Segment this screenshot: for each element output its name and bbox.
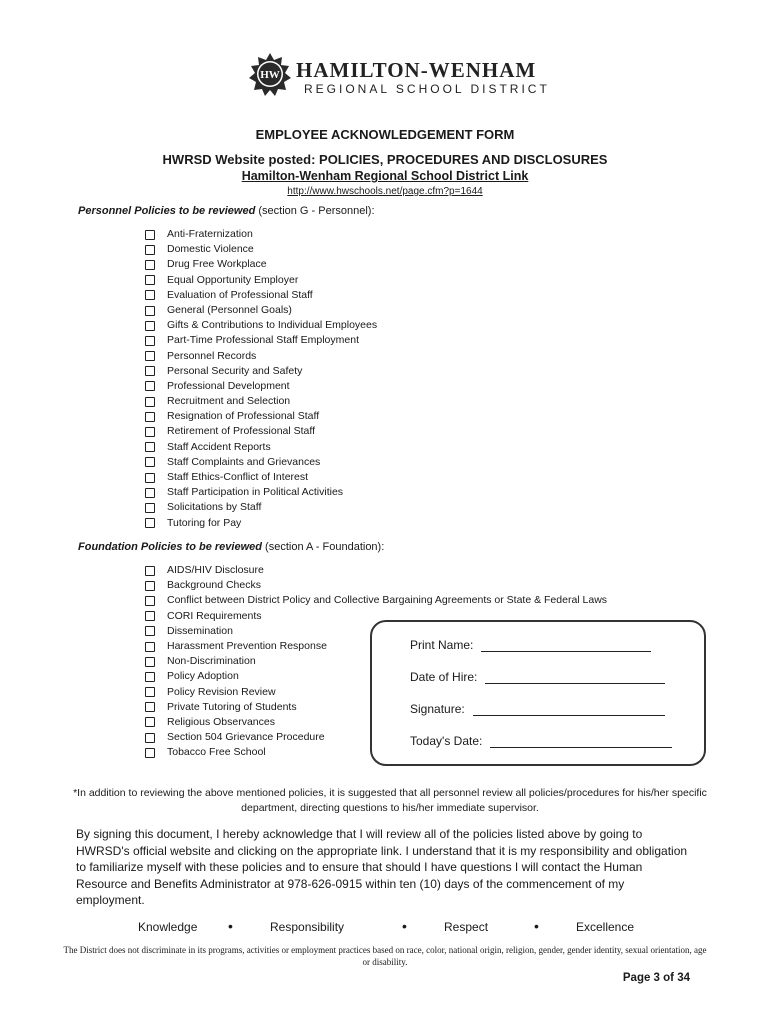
checkbox-icon[interactable] xyxy=(145,351,155,361)
checkbox-icon[interactable] xyxy=(145,381,155,391)
policy-item xyxy=(145,257,377,272)
policy-item-label: AIDS/HIV Disclosure xyxy=(167,564,264,576)
personnel-policy-list xyxy=(145,227,377,531)
checkbox-icon[interactable] xyxy=(145,596,155,606)
policy-item-label: Personnel Records xyxy=(167,349,257,362)
form-title: EMPLOYEE ACKNOWLEDGEMENT FORM xyxy=(255,127,515,142)
policy-item-label: Tutoring for Pay xyxy=(167,516,242,529)
policy-item-label: Anti-Fraternization xyxy=(167,228,253,240)
policy-item xyxy=(145,470,377,485)
policy-url-link[interactable]: http://www.hwschools.net/page.cfm?p=1644 xyxy=(287,186,483,197)
value-separator: • xyxy=(402,918,407,934)
policy-item-label: Recruitment and Selection xyxy=(167,395,291,408)
checkbox-icon[interactable] xyxy=(145,702,155,712)
checkbox-icon[interactable] xyxy=(145,427,155,437)
todays-date-field[interactable] xyxy=(490,735,672,748)
policy-item xyxy=(145,516,377,531)
checkbox-icon[interactable] xyxy=(145,626,155,636)
policy-item xyxy=(145,563,607,578)
checkbox-icon[interactable] xyxy=(145,290,155,300)
checkbox-icon[interactable] xyxy=(145,412,155,422)
value-responsibility: Responsibility xyxy=(270,920,345,934)
policy-item-label: Personal Security and Safety xyxy=(167,364,303,377)
checkbox-icon[interactable] xyxy=(145,245,155,255)
todays-date-label: Today's Date: xyxy=(410,734,483,748)
policy-item xyxy=(145,318,377,333)
acknowledgement-statement: By signing this document, I hereby acknowledge that I will review all of the policies listed above by going to HWRSD's official website and clicking on the appropriate link. I understand that it is my responsibility and obligation to familiarize myself with these policies and to ensure that should I have questions I will contact the Human Resource and Benefits Administrator at 978-626-0915 within ten (10) days of the commencement of my employment. xyxy=(76,827,688,907)
signature-box xyxy=(370,620,706,766)
checkbox-icon[interactable] xyxy=(145,687,155,697)
policy-item-label: Drug Free Workplace xyxy=(167,258,267,271)
checkbox-icon[interactable] xyxy=(145,457,155,467)
policy-item xyxy=(145,424,377,439)
policy-item-label: Harassment Prevention Response xyxy=(167,639,327,652)
policy-item xyxy=(145,273,377,288)
value-respect: Respect xyxy=(444,920,489,934)
policy-item xyxy=(145,500,377,515)
policy-item-label: Dissemination xyxy=(167,624,233,637)
checkbox-icon[interactable] xyxy=(145,717,155,727)
checkbox-icon[interactable] xyxy=(145,321,155,331)
policy-item-label: Evaluation of Professional Staff xyxy=(167,288,313,301)
value-knowledge: Knowledge xyxy=(138,920,198,934)
foundation-heading-title: Foundation Policies to be reviewed xyxy=(78,541,262,553)
policy-item xyxy=(145,394,377,409)
policy-item-label: Policy Revision Review xyxy=(167,685,276,698)
district-link[interactable]: Hamilton-Wenham Regional School District Link xyxy=(241,169,529,183)
policy-item xyxy=(145,485,377,500)
policy-item-label: Staff Complaints and Grievances xyxy=(167,455,321,468)
date-of-hire-label: Date of Hire: xyxy=(410,670,478,684)
posted-line: HWRSD Website posted: POLICIES, PROCEDURES AND DISCLOSURES xyxy=(162,152,608,167)
policy-item xyxy=(145,364,377,379)
district-subtitle: REGIONAL SCHOOL DISTRICT xyxy=(304,82,550,96)
policy-item-label: Gifts & Contributions to Individual Employees xyxy=(167,319,378,332)
district-seal-logo xyxy=(248,52,292,96)
checkbox-icon[interactable] xyxy=(145,748,155,758)
checkbox-icon[interactable] xyxy=(145,230,155,240)
policy-item-label: Domestic Violence xyxy=(167,243,254,256)
personnel-heading-section: (section G - Personnel): xyxy=(255,205,375,217)
checkbox-icon[interactable] xyxy=(145,657,155,667)
policy-item-label: Private Tutoring of Students xyxy=(167,700,297,713)
checkbox-icon[interactable] xyxy=(145,336,155,346)
checkbox-icon[interactable] xyxy=(145,733,155,743)
print-name-field[interactable] xyxy=(481,639,651,652)
policy-item-label: Background Checks xyxy=(167,579,261,592)
policy-item xyxy=(145,593,607,608)
policy-item-label: Retirement of Professional Staff xyxy=(167,425,316,438)
date-of-hire-field[interactable] xyxy=(485,671,665,684)
policy-item xyxy=(145,349,377,364)
district-name: HAMILTON-WENHAM xyxy=(296,58,537,82)
policy-item-label: General (Personnel Goals) xyxy=(167,303,292,316)
print-name-label: Print Name: xyxy=(410,638,474,652)
policy-item-label: Solicitations by Staff xyxy=(167,501,262,514)
policy-item-label: Staff Participation in Political Activities xyxy=(167,486,344,499)
todays-date-row xyxy=(410,734,672,748)
policy-item xyxy=(145,440,377,455)
checkbox-icon[interactable] xyxy=(145,306,155,316)
policy-item xyxy=(145,303,377,318)
non-discrimination-disclaimer: The District does not discriminate in its programs, activities or employment practices based on race, color, national origin, religion, gender, gender identity, sexual orientation, age or disability. xyxy=(63,945,707,967)
policy-item xyxy=(145,242,377,257)
checkbox-icon[interactable] xyxy=(145,518,155,528)
checkbox-icon[interactable] xyxy=(145,503,155,513)
checkbox-icon[interactable] xyxy=(145,611,155,621)
signature-field[interactable] xyxy=(473,703,665,716)
policy-item-label: Religious Observances xyxy=(167,715,275,728)
policy-item-label: Non-Discrimination xyxy=(167,655,256,668)
policy-item-label: Conflict between District Policy and Collective Bargaining Agreements or State & Federal Laws xyxy=(167,594,608,607)
print-name-row xyxy=(410,638,651,652)
policy-item-label: Equal Opportunity Employer xyxy=(167,273,299,286)
policy-item xyxy=(145,455,377,470)
policy-item-label: Policy Adoption xyxy=(167,670,239,683)
policy-item xyxy=(145,379,377,394)
foundation-heading xyxy=(78,541,384,553)
checkbox-icon[interactable] xyxy=(145,488,155,498)
checkbox-icon[interactable] xyxy=(145,366,155,376)
checkbox-icon[interactable] xyxy=(145,566,155,576)
checkbox-icon[interactable] xyxy=(145,442,155,452)
date-of-hire-row xyxy=(410,670,665,684)
policy-item-label: Staff Accident Reports xyxy=(167,440,271,453)
value-separator: • xyxy=(228,918,233,934)
policy-item-label: Part-Time Professional Staff Employment xyxy=(167,334,359,347)
value-separator: • xyxy=(534,918,539,934)
policy-item xyxy=(145,288,377,303)
policy-item-label: Staff Ethics-Conflict of Interest xyxy=(167,471,309,483)
signature-row xyxy=(410,702,665,716)
policy-item xyxy=(145,227,377,242)
page-number: Page 3 of 34 xyxy=(622,972,690,984)
signature-label: Signature: xyxy=(410,702,465,716)
checkbox-icon[interactable] xyxy=(145,275,155,285)
checkbox-icon[interactable] xyxy=(145,260,155,270)
checkbox-icon[interactable] xyxy=(145,397,155,407)
checkbox-icon[interactable] xyxy=(145,581,155,591)
policy-item-label: Tobacco Free School xyxy=(167,746,266,759)
policy-item-label: CORI Requirements xyxy=(167,609,262,622)
policy-item-label: Professional Development xyxy=(167,379,290,392)
policy-item xyxy=(145,333,377,348)
value-excellence: Excellence xyxy=(576,920,635,934)
policy-item xyxy=(145,578,607,593)
personnel-heading xyxy=(78,205,375,217)
policy-item xyxy=(145,409,377,424)
policy-item-label: Section 504 Grievance Procedure xyxy=(167,731,325,744)
policy-item-label: Resignation of Professional Staff xyxy=(167,410,320,423)
foundation-heading-section: (section A - Foundation): xyxy=(261,541,385,553)
personnel-heading-title: Personnel Policies to be reviewed xyxy=(78,205,256,217)
seal-letters: HW xyxy=(260,69,280,81)
checkbox-icon[interactable] xyxy=(145,473,155,483)
checkbox-icon[interactable] xyxy=(145,672,155,682)
review-footnote: *In addition to reviewing the above mentioned policies, it is suggested that all personnel review all policies/procedures for his/her specific department, directing questions to his/her immediate supervisor. xyxy=(73,787,707,814)
checkbox-icon[interactable] xyxy=(145,642,155,652)
